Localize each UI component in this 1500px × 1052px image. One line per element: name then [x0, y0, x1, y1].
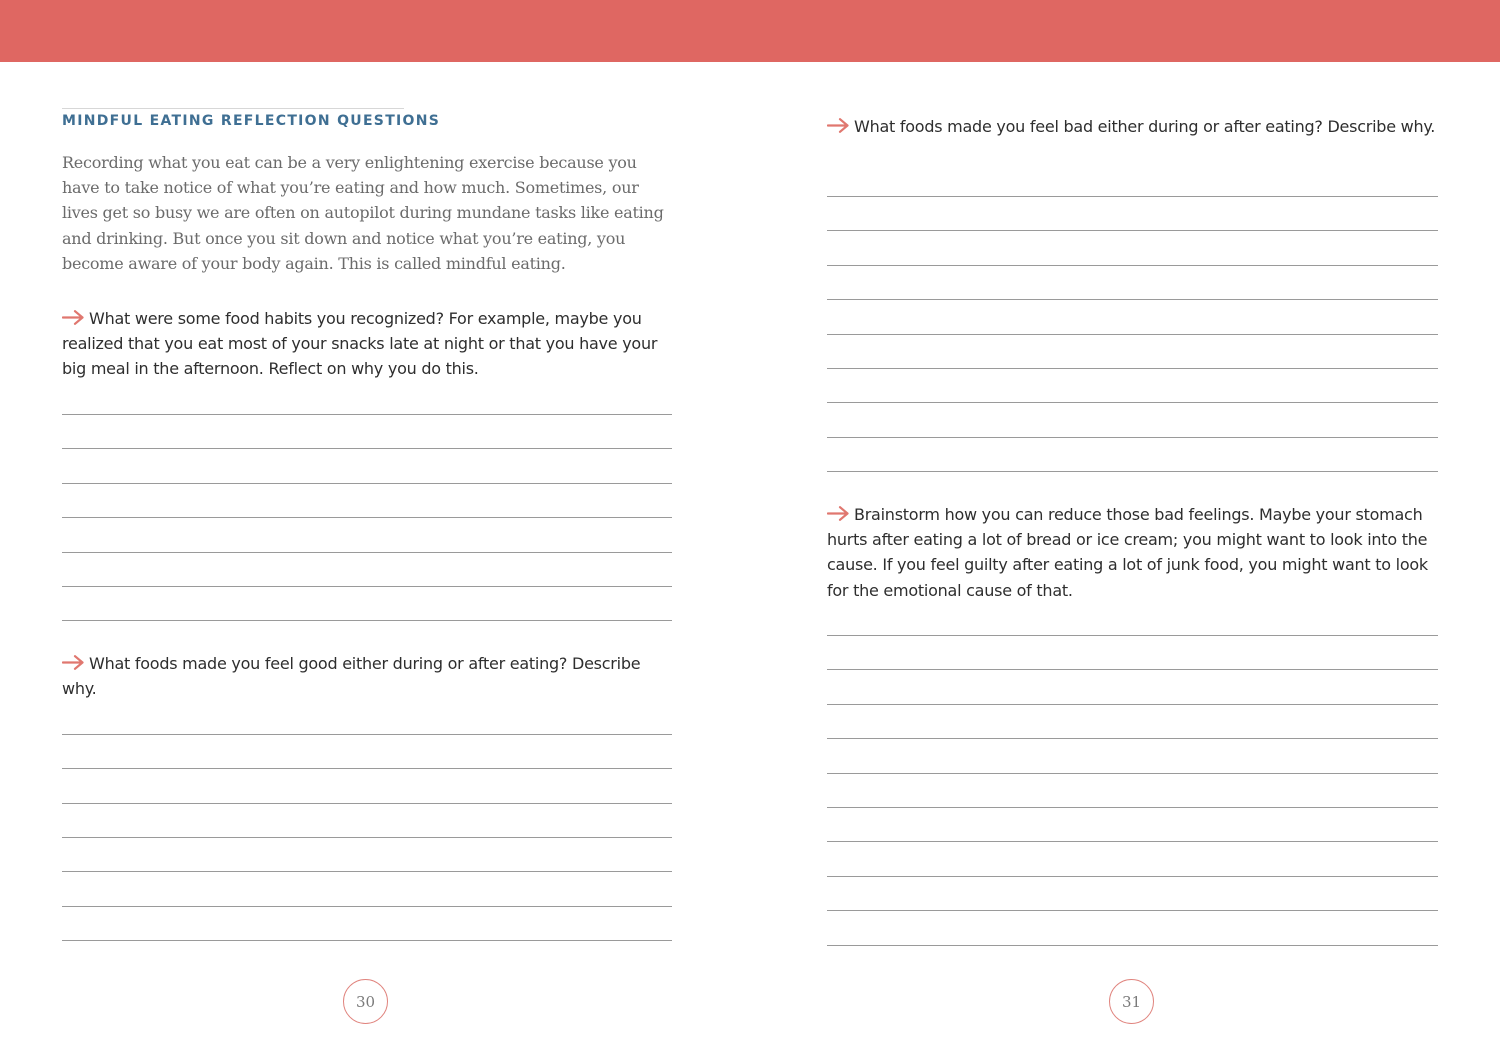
writing-line: [62, 940, 672, 941]
writing-line: [62, 871, 672, 872]
writing-line: [827, 669, 1438, 670]
question-block-bad-foods: [827, 114, 1439, 139]
writing-line: [827, 738, 1438, 739]
writing-line: [827, 230, 1438, 231]
heading-rule: [62, 108, 404, 109]
writing-line: [827, 368, 1438, 369]
writing-line: [62, 906, 672, 907]
writing-line: [62, 620, 672, 621]
writing-line: [62, 734, 672, 735]
arrow-right-icon: [827, 506, 850, 521]
question-habits: [62, 306, 674, 382]
arrow-right-icon: [827, 118, 850, 133]
writing-line: [827, 945, 1438, 946]
writing-line: [62, 414, 672, 415]
writing-line: [62, 483, 672, 484]
writing-line: [62, 803, 672, 804]
writing-line: [827, 807, 1438, 808]
question-good-foods: [62, 651, 674, 701]
question-bad-foods: [827, 114, 1439, 139]
question-block-good-foods: [62, 651, 674, 701]
writing-line: [827, 334, 1438, 335]
question-brainstorm-text: Brainstorm how you can reduce those bad feelings. Maybe your stomach hurts after eating a lot of bread or ice cream; you might want to look into the cause. If you feel guilty after eating a lot of junk food, you might want to look for the emotional cause of that.: [827, 505, 1428, 600]
writing-line: [62, 837, 672, 838]
question-good-foods-text: What foods made you feel good either during or after eating? Describe why.: [62, 654, 641, 699]
question-brainstorm: [827, 502, 1439, 603]
writing-line: [827, 402, 1438, 403]
writing-line: [62, 448, 672, 449]
writing-line: [827, 841, 1438, 842]
writing-line: [62, 552, 672, 553]
question-block-habits: [62, 306, 674, 382]
section-heading: MINDFUL EATING REFLECTION QUESTIONS: [62, 113, 441, 129]
writing-line: [827, 196, 1438, 197]
page-number-left: 30: [343, 979, 388, 1024]
arrow-right-icon: [62, 655, 85, 670]
right-page: [827, 0, 1438, 1052]
writing-line: [827, 471, 1438, 472]
question-bad-foods-text: What foods made you feel bad either during or after eating? Describe why.: [854, 117, 1436, 136]
writing-line: [827, 299, 1438, 300]
arrow-right-icon: [62, 310, 85, 325]
question-block-brainstorm: [827, 502, 1439, 603]
writing-line: [62, 768, 672, 769]
writing-line: [827, 876, 1438, 877]
left-page: [62, 0, 672, 1052]
writing-line: [62, 586, 672, 587]
writing-line: [827, 773, 1438, 774]
intro-paragraph: Recording what you eat can be a very enlightening exercise because you have to take notice of what you’re eating and how much. Sometimes, our lives get so busy we are often on autopilot during mundane tasks like eating and drinking. But once you sit down and notice what you’re eating, you become aware of your body again. This is called mindful eating.: [62, 153, 664, 273]
page-number-right: 31: [1109, 979, 1154, 1024]
writing-line: [827, 704, 1438, 705]
question-habits-text: What were some food habits you recognized? For example, maybe you realized that you eat most of your snacks late at night or that you have your big meal in the afternoon. Reflect on why you do this.: [62, 309, 658, 379]
writing-line: [827, 437, 1438, 438]
writing-line: [827, 635, 1438, 636]
writing-line: [62, 517, 672, 518]
writing-line: [827, 265, 1438, 266]
writing-line: [827, 910, 1438, 911]
